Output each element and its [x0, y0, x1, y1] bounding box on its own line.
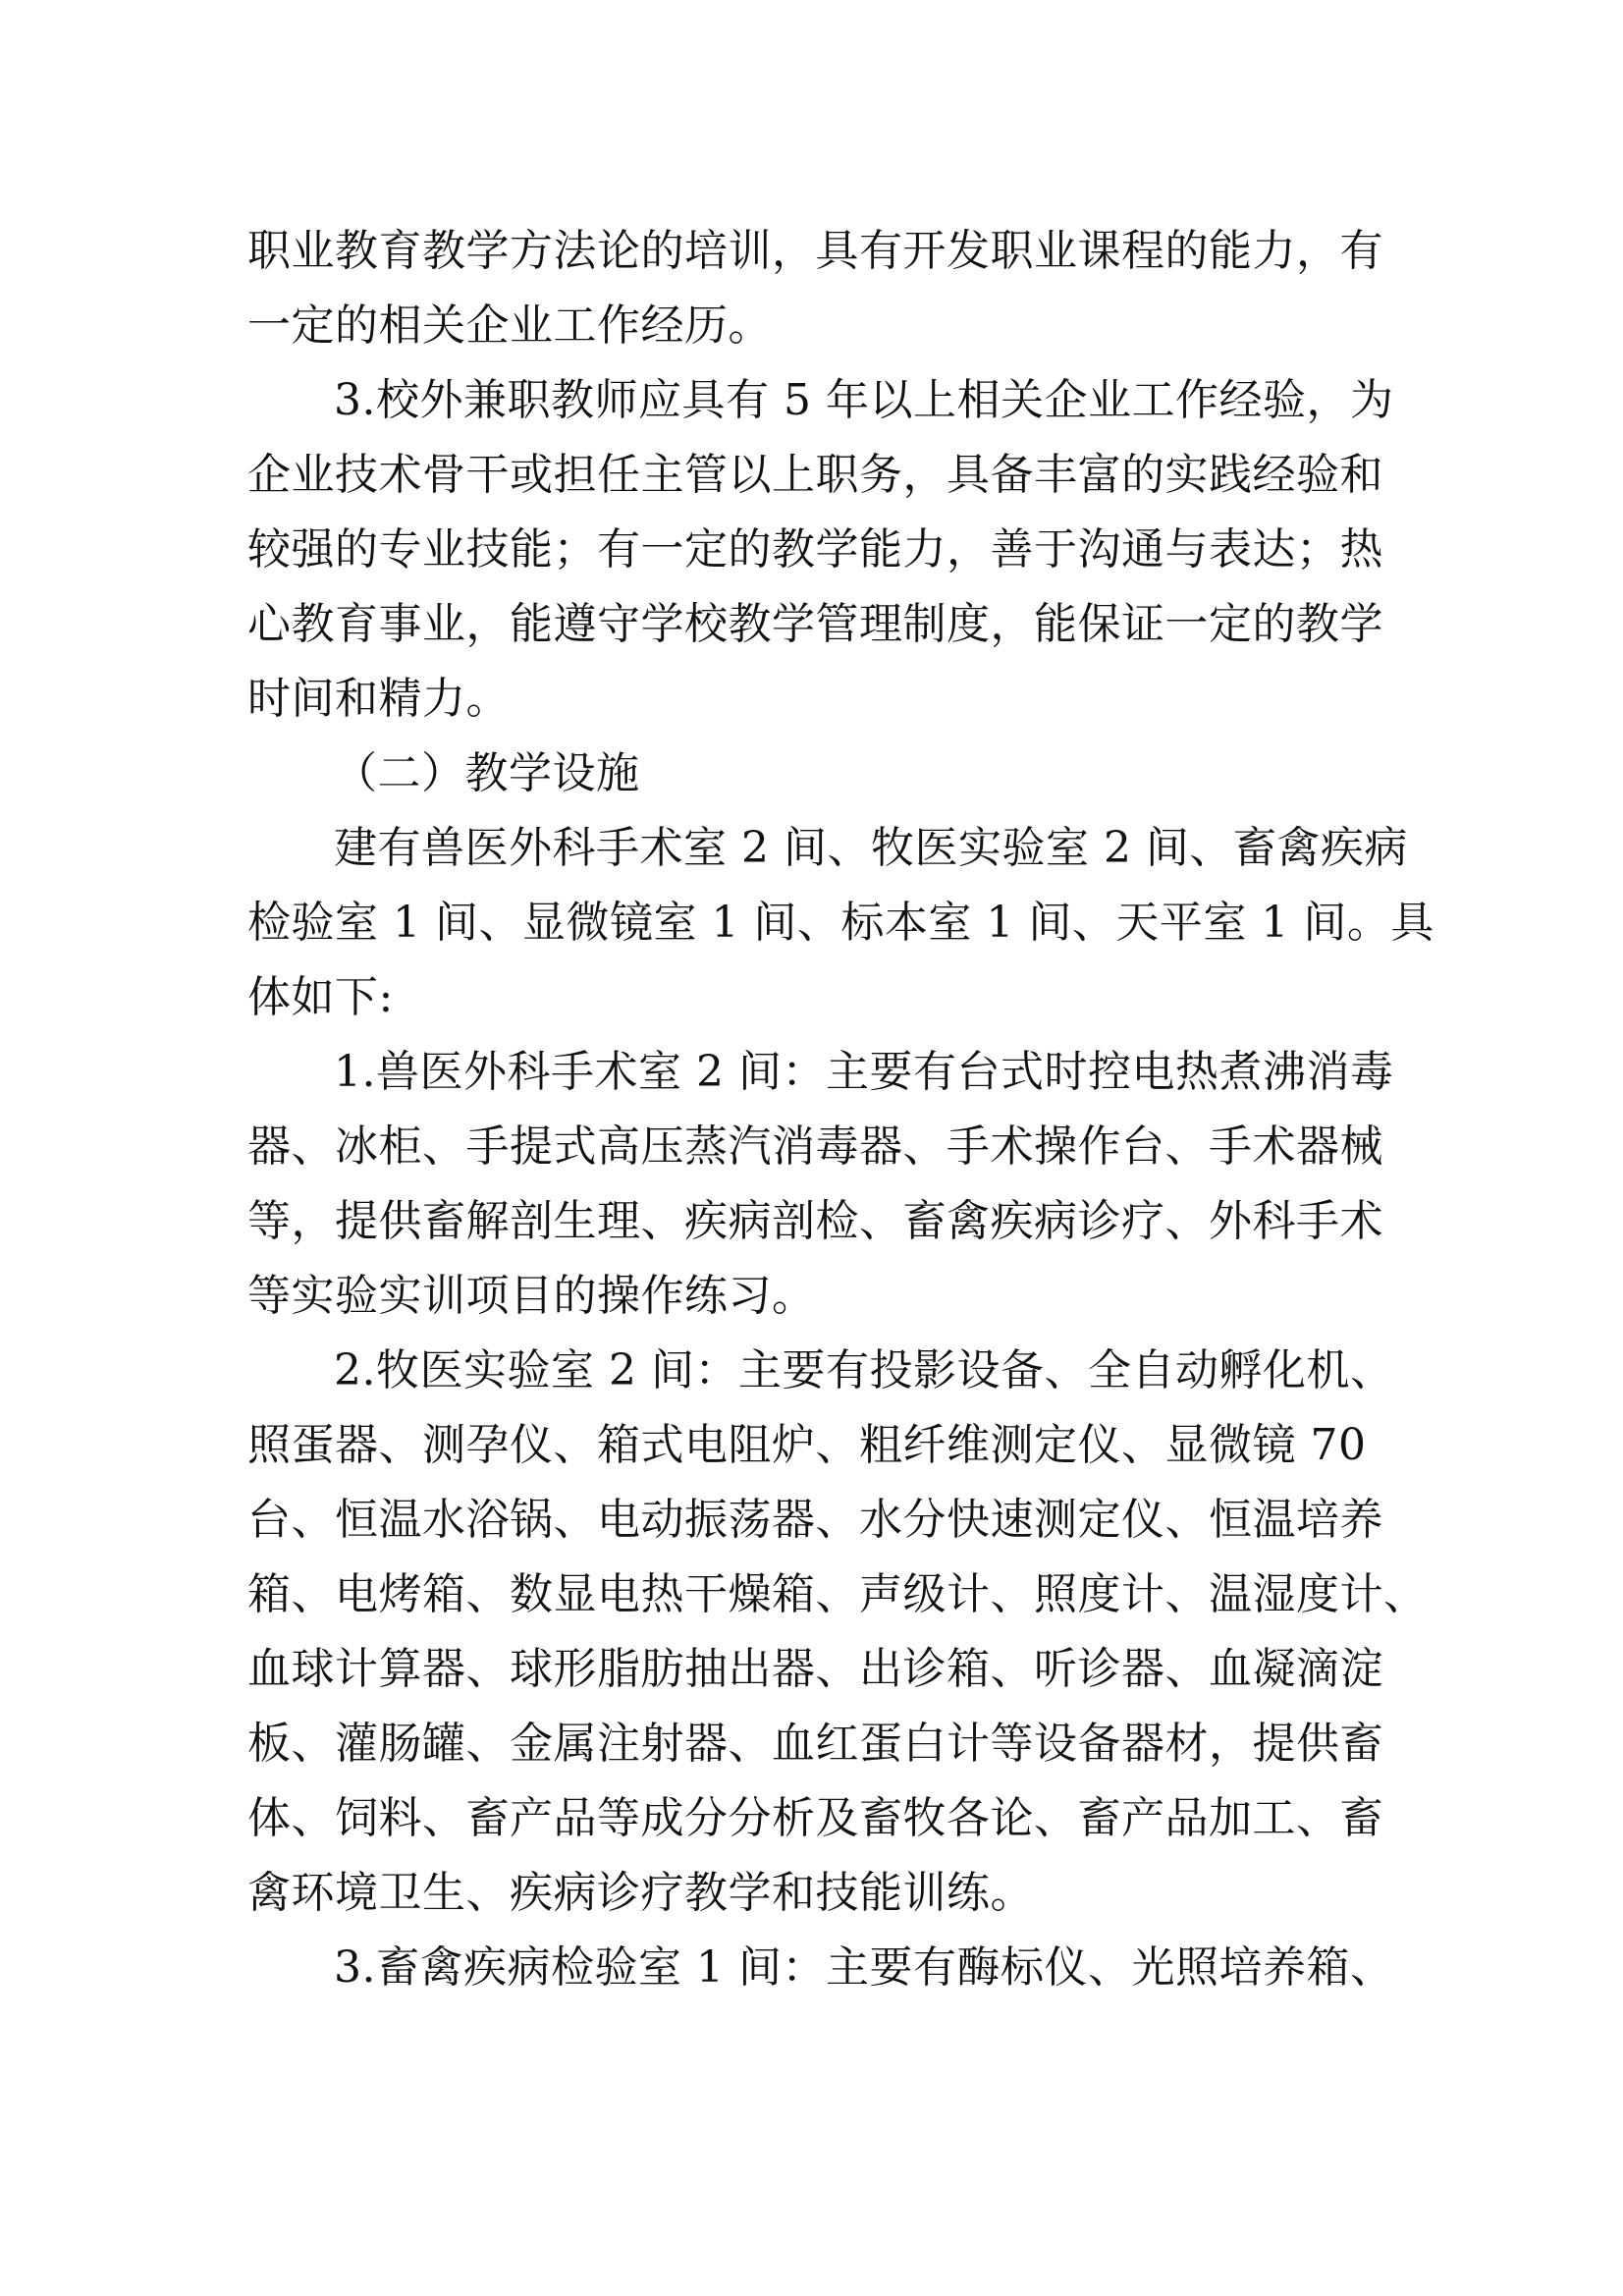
text-line: 企业技术骨干或担任主管以上职务，具备丰富的实践经验和 [247, 450, 1383, 500]
text-line: 照蛋器、测孕仪、箱式电阻炉、粗纤维测定仪、显微镜 70 [247, 1420, 1367, 1470]
text-line: 等实验实训项目的操作练习。 [247, 1271, 816, 1321]
text-line: 3.畜禽疾病检验室 1 间：主要有酶标仪、光照培养箱、 [334, 1942, 1394, 1993]
text-line: 箱、电烤箱、数显电热干燥箱、声级计、照度计、温湿度计、 [247, 1569, 1428, 1619]
text-line: 体如下: [247, 972, 394, 1022]
text-line: 心教育事业，能遵守学校教学管理制度，能保证一定的教学 [247, 599, 1383, 649]
text-line: 体、饲料、畜产品等成分分析及畜牧各论、畜产品加工、畜 [247, 1793, 1383, 1843]
text-line: 2.牧医实验室 2 间：主要有投影设备、全自动孵化机、 [334, 1345, 1394, 1395]
text-line: 较强的专业技能；有一定的教学能力，善于沟通与表达；热 [247, 524, 1383, 574]
text-line: 建有兽医外科手术室 2 间、牧医实验室 2 间、畜禽疾病 [334, 823, 1408, 873]
section-heading: （二）教学设施 [334, 748, 640, 798]
text-line: 一定的相关企业工作经历。 [247, 301, 772, 351]
text-line: 职业教育教学方法论的培训，具有开发职业课程的能力，有 [247, 226, 1383, 276]
text-line: 板、灌肠罐、金属注射器、血红蛋白计等设备器材，提供畜 [247, 1719, 1383, 1769]
text-line: 台、恒温水浴锅、电动振荡器、水分快速测定仪、恒温培养 [247, 1495, 1383, 1545]
text-line: 禽环境卫生、疾病诊疗教学和技能训练。 [247, 1868, 1034, 1918]
text-line: 血球计算器、球形脂肪抽出器、出诊箱、听诊器、血凝滴淀 [247, 1644, 1383, 1694]
text-line: 检验室 1 间、显微镜室 1 间、标本室 1 间、天平室 1 间。具 [247, 898, 1434, 948]
text-line: 等，提供畜解剖生理、疾病剖检、畜禽疾病诊疗、外科手术 [247, 1196, 1383, 1246]
text-line: 器、冰柜、手提式高压蒸汽消毒器、手术操作台、手术器械 [247, 1121, 1383, 1172]
text-line: 3.校外兼职教师应具有 5 年以上相关企业工作经验，为 [334, 375, 1394, 425]
text-line: 1.兽医外科手术室 2 间：主要有台式时控电热煮沸消毒 [334, 1047, 1394, 1097]
text-line: 时间和精力。 [247, 674, 510, 724]
